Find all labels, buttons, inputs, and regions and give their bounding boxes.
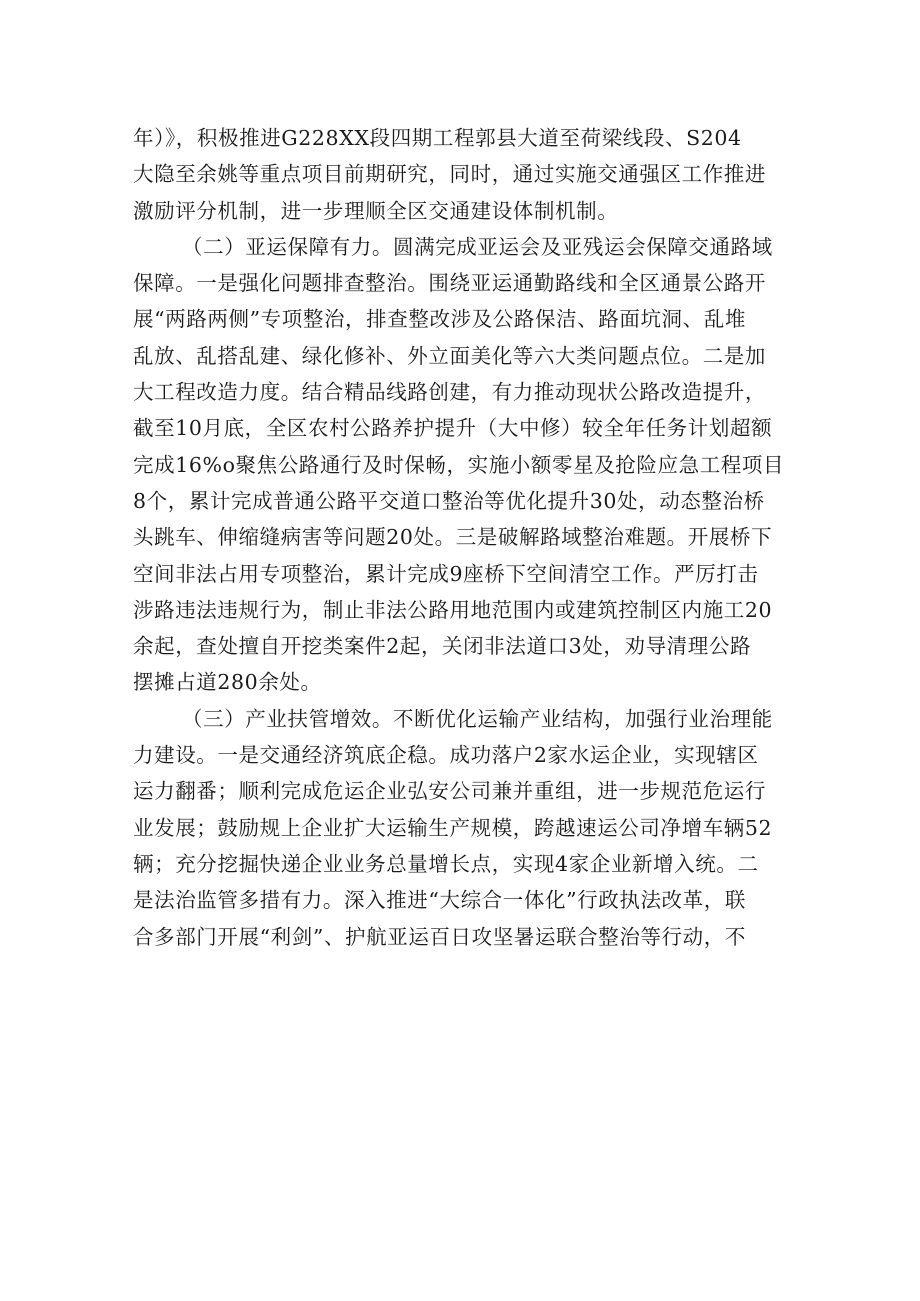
text-line: 力建设。一是交通经济筑底企稳。成功落户2家水运企业，实现辖区 xyxy=(133,743,759,768)
text-line: 空间非法占用专项整治，累计完成9座桥下空间清空工作。严厉打击 xyxy=(133,561,759,586)
text-line: 辆；充分挖掘快递企业业务总量增长点，实现4家企业新增入统。二 xyxy=(133,851,759,876)
paragraph-asian-games-support xyxy=(133,229,790,701)
text-line: （三）产业扶管增效。不断优化运输产业结构，加强行业治理能 xyxy=(182,706,773,731)
paragraph-industry-support xyxy=(133,701,790,955)
text-line: 激励评分机制，进一步理顺全区交通建设体制机制。 xyxy=(133,198,619,223)
text-line: 合多部门开展“利剑”、护航亚运百日攻坚暑运联合整治等行动，不 xyxy=(133,924,746,949)
text-line: 业发展；鼓励规上企业扩大运输生产规模，跨越速运公司净增车辆52 xyxy=(133,815,773,840)
text-line: （二）亚运保障有力。圆满完成亚运会及亚残运会保障交通路域 xyxy=(182,234,773,259)
paragraph-continuation xyxy=(133,120,790,229)
text-line: 运力翻番；顺利完成危运企业弘安公司兼并重组，进一步规范危运行 xyxy=(133,779,766,804)
text-line: 乱放、乱搭乱建、绿化修补、外立面美化等六大类问题点位。二是加 xyxy=(133,343,766,368)
document-page xyxy=(133,120,790,955)
text-line: 保障。一是强化问题排查整治。围绕亚运通勤路线和全区通景公路开 xyxy=(133,271,766,296)
text-line: 8个，累计完成普通公路平交道口整治等优化提升30处，动态整治桥 xyxy=(133,488,765,513)
text-line: 大隐至余姚等重点项目前期研究，同时，通过实施交通强区工作推进 xyxy=(133,162,766,187)
text-line: 涉路违法违规行为，制止非法公路用地范围内或建筑控制区内施工20 xyxy=(133,597,773,622)
text-line: 年）》，积极推进G228XX段四期工程郭县大道至荷梁线段、S204 xyxy=(133,126,742,150)
text-line: 是法治监管多措有力。深入推进“大综合一体化”行政执法改革，联 xyxy=(133,888,746,913)
text-line: 大工程改造力度。结合精品线路创建，有力推动现状公路改造提升， xyxy=(133,380,766,405)
text-line: 完成16%o聚焦公路通行及时保畅，实施小额零星及抢险应急工程项目 xyxy=(133,452,785,477)
text-line: 摆摊占道280余处。 xyxy=(133,670,322,695)
text-line: 余起，查处擅自开挖类案件2起，关闭非法道口3处，劝导清理公路 xyxy=(133,634,752,659)
text-line: 头跳车、伸缩缝病害等问题20处。三是破解路域整治难题。开展桥下 xyxy=(133,525,773,550)
text-line: 展“两路两侧”专项整治，排查整改涉及公路保洁、路面坑洞、乱堆 xyxy=(133,307,746,332)
text-line: 截至10月底，全区农村公路养护提升（大中修）较全年任务计划超额 xyxy=(133,416,773,441)
